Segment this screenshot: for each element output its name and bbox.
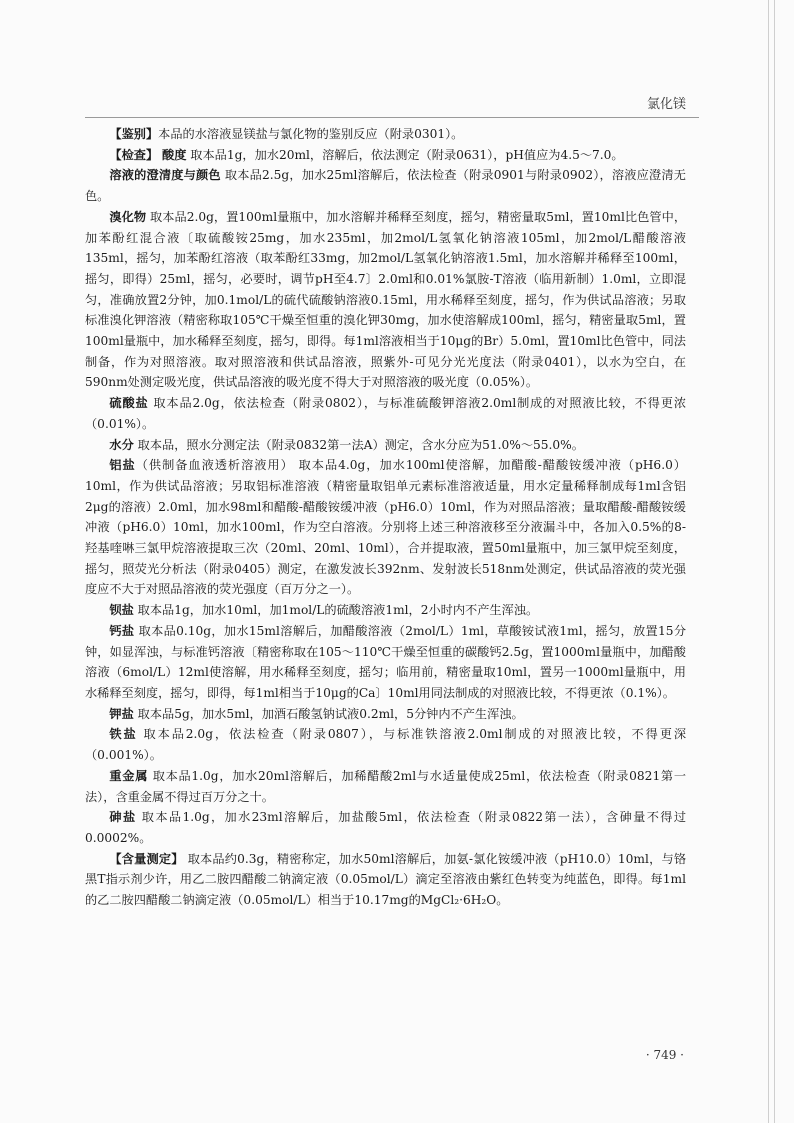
sulfate-paragraph	[85, 393, 686, 434]
test-label: 硫酸盐	[109, 396, 149, 411]
aluminum-paragraph	[85, 455, 686, 600]
paragraph-text: 取本品2.0g，依法检查（附录0802），与标准硫酸钾溶液2.0ml制成的对照液比较，不得更浓（0.01%）。	[85, 396, 687, 431]
heavy-metals-paragraph	[85, 766, 686, 807]
test-label: 铝盐	[109, 458, 136, 473]
test-label: 砷盐	[109, 810, 137, 825]
water-paragraph	[85, 435, 686, 456]
identification-paragraph	[85, 124, 686, 145]
test-label: 水分	[109, 437, 134, 452]
test-label: 钾盐	[109, 706, 134, 721]
paragraph-text: 取本品2.0g，依法检查（附录0807），与标准铁溶液2.0ml制成的对照液比较，不得更深（0.001%）。	[85, 727, 687, 763]
test-label: 重金属	[109, 768, 149, 783]
paragraph-text: 取本品5g，加水5ml，加酒石酸氢钠试液0.2ml，5分钟内不产生浑浊。	[137, 706, 524, 721]
test-label: 铁盐	[109, 727, 138, 742]
paragraph-text: 取本品2.0g，置100ml量瓶中，加水溶解并稀释至刻度，摇匀，精密量取5ml，置10ml比色管中，加苯酚红混合液〔取硫酸铵25mg，加水235ml，加2mol/L氢氧化钠溶液105ml，加2mol/L醋酸溶液135ml，摇匀，加苯酚红溶液（取苯酚红33mg，加2mol/L氢氧化钠溶液1.5ml，加水溶解并稀释至100ml，摇匀，即得）25ml，摇匀，必要时，调节pH至4.7〕2.0ml和0.01%氯胺-T溶液（临用新制）1.0ml，立即混匀，准确放置2分钟，加0.1mol/L的硫代硫酸钠溶液0.15ml，用水稀释至刻度，摇匀，作为供试品溶液；另取标准溴化钾溶液（精密称取105℃干燥至恒重的溴化钾30mg，加水使溶解成100ml，摇匀，精密量取5ml，置100ml量瓶中，加水稀释至刻度，摇匀，即得。每1ml溶液相当于10μg的Br）5.0ml，置10ml比色管中，同法制备，作为对照溶液。取对照溶液和供试品溶液，照紫外-可见分光光度法（附录0401），以水为空白，在590nm处测定吸光度，供试品溶液的吸光度不得大于对照溶液的吸光度（0.05%）。	[85, 209, 687, 390]
test-label: 钡盐	[109, 603, 134, 618]
chemical-formula: MgCl₂·6H₂O	[420, 893, 497, 908]
paragraph-text: 取本品，照水分测定法（附录0832第一法A）测定，含水分应为51.0%～55.0%。	[137, 437, 584, 452]
paragraph-text: 取本品0.10g，加水15ml溶解后，加醋酸溶液（2mol/L）1ml，草酸铵试液1ml，摇匀，放置15分钟，如显浑浊，与标准钙溶液〔精密称取在105～110℃干燥至恒重的碳酸钙2.5g，置1000ml量瓶中，加醋酸溶液（6mol/L）12ml使溶解，用水稀释至刻度，摇匀；临用前，精密量取10ml，置另一1000ml量瓶中，用水稀释至刻度，摇匀，即得，每1ml相当于10μg的Ca〕10ml用同法制成的对照液比较，不得更浓（0.1%）。	[85, 623, 687, 700]
clarity-paragraph	[85, 165, 686, 206]
paragraph-text: 本品的水溶液显镁盐与氯化物的鉴别反应（附录0301）。	[158, 127, 464, 141]
paragraph-end: 。	[496, 893, 509, 908]
paragraph-text: 取本品1g，加水10ml，加1mol/L的硫酸溶液1ml，2小时内不产生浑浊。	[137, 603, 539, 618]
page-edge-line	[768, 0, 769, 1123]
section-label: 【检查】	[109, 147, 159, 162]
arsenic-paragraph	[85, 807, 686, 848]
calcium-paragraph	[85, 621, 686, 704]
running-head: 氯化镁	[646, 97, 686, 112]
potassium-paragraph	[85, 704, 686, 725]
page-number: · 749 ·	[645, 1048, 684, 1062]
inspection-paragraph	[85, 145, 686, 166]
test-label: 酸度	[162, 147, 187, 162]
monograph-body	[85, 124, 686, 911]
paragraph-text: 取本品1.0g，加水23ml溶解后，加盐酸5ml，依法检查（附录0822第一法），含砷量不得过0.0002%。	[85, 810, 687, 845]
paragraph-text: 取本品2.5g，加水25ml溶解后，依法检查（附录0901与附录0902），溶液应澄清无色。	[85, 168, 686, 204]
page-edge-line	[774, 0, 775, 1123]
barium-paragraph	[85, 600, 686, 621]
section-label: 【含量测定】	[109, 851, 184, 866]
header-rule	[85, 117, 699, 118]
section-label: 【鉴别】	[109, 127, 159, 141]
paragraph-text: （供制备血液透析溶液用） 取本品4.0g，加水100ml使溶解，加醋酸-醋酸铵缓冲液（pH6.0）10ml，作为供试品溶液；另取铝标准溶液（精密量取铝单元素标准溶液适量，用水定量稀释制成每1ml含铝2μg的溶液）2.0ml，加水98ml和醋酸-醋酸铵缓冲液（pH6.0）10ml，作为对照品溶液；量取醋酸-醋酸铵缓冲液（pH6.0）10ml，加水100ml，作为空白溶液。分别将上述三种溶液移至分液漏斗中，各加入0.5%的8-羟基喹啉三氯甲烷溶液提取三次（20ml、20ml、10ml），合并提取液，置50ml量瓶中，加三氯甲烷至刻度，摇匀，照荧光分析法（附录0405）测定，在激发波长392nm、发射波长518nm处测定，供试品溶液的荧光强度应不大于对照品溶液的荧光强度（百万分之一）。	[85, 458, 686, 597]
paragraph-text: 取本品约0.3g，精密称定，加水50ml溶解后，加氨-氯化铵缓冲液（pH10.0）10ml，与铬黑T指示剂少许，用乙二胺四醋酸二钠滴定液（0.05mol/L）滴定至溶液由紫红色转变为纯蓝色，即得。每1ml的乙二胺四醋酸二钠滴定液（0.05mol/L）相当于10.17mg的	[85, 851, 687, 908]
assay-paragraph	[85, 849, 686, 911]
paragraph-text: 取本品1.0g，加水20ml溶解后，加稀醋酸2ml与水适量使成25ml，依法检查（附录0821第一法），含重金属不得过百万分之十。	[85, 768, 687, 804]
test-label: 钙盐	[109, 623, 135, 638]
test-label: 溴化物	[109, 209, 147, 224]
iron-paragraph	[85, 724, 686, 765]
paragraph-text: 取本品1g，加水20ml，溶解后，依法测定（附录0631），pH值应为4.5～7.0。	[190, 147, 624, 162]
test-label: 溶液的澄清度与颜色	[109, 168, 221, 183]
bromide-paragraph	[85, 207, 686, 393]
